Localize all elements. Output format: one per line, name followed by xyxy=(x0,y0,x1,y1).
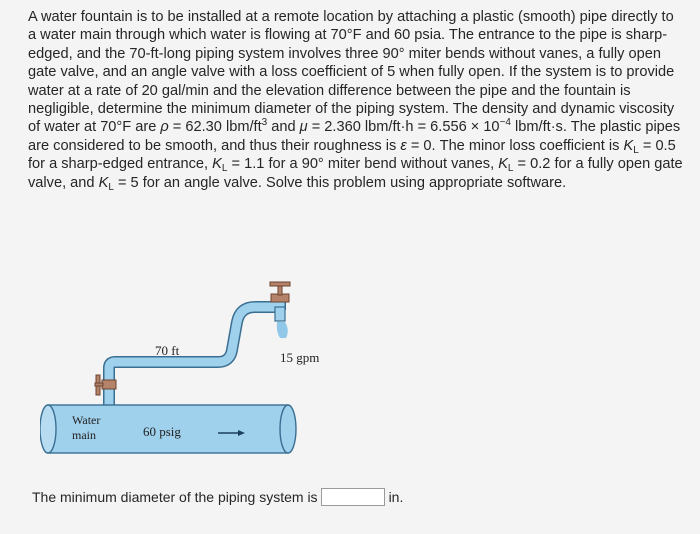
kl-subscript-2: L xyxy=(221,163,228,175)
rho-symbol: ρ xyxy=(160,119,169,136)
answer-unit: in. xyxy=(388,489,404,505)
fountain-diagram xyxy=(40,280,340,470)
kl-symbol-3: K xyxy=(498,156,508,173)
kl-value-gate-valve: = 0.2 for a fully open gate valve, and xyxy=(28,156,683,191)
problem-text-a: A water fountain is to be installed at a remote location by attaching a plastic (smooth) pipe directly to a water main through which water is flowing at 70°F and 60 psia. The entrance to the pipe is sharp-edged, and the 70-ft-long piping system involves three 90° miter bends without vanes, a fully open gate valve, and an angle valve with a loss coefficient of 5 when fully open. If the system is to provide water at a rate of 20 gal/min and the elevation difference between the pipe and the fountain is negligible, determine the minimum diameter of the piping system. The density and dynamic viscosity of water at 70°F are xyxy=(28,9,675,136)
water-main-label-2: main xyxy=(72,428,96,442)
kl-symbol-2: K xyxy=(212,156,222,173)
viscosity-exponent: −4 xyxy=(499,117,511,129)
water-main-label-1: Water xyxy=(72,413,101,427)
kl-subscript-1: L xyxy=(633,144,639,156)
density-exponent: 3 xyxy=(261,117,268,129)
roughness-value: = 0. The minor loss coefficient is xyxy=(406,137,624,154)
epsilon-symbol: ε xyxy=(400,137,407,154)
supply-pipe xyxy=(115,307,280,362)
kl-symbol-1: K xyxy=(623,137,634,154)
flow-rate-label: 15 gpm xyxy=(280,350,320,365)
answer-row xyxy=(32,488,403,506)
water-stream xyxy=(277,322,288,338)
problem-text-c: lbm/ft·s. The plastic pipes are considered to be smooth, and thus their roughness is xyxy=(28,119,681,154)
viscosity-value: = 2.360 lbm/ft·h = 6.556 × 10 xyxy=(307,119,500,136)
kl-value-angle-valve: = 5 for an angle valve. Solve this problem using appropriate software. xyxy=(113,174,567,191)
outlet-valve-icon xyxy=(270,282,290,302)
kl-subscript-4: L xyxy=(108,181,114,193)
diameter-answer-input[interactable] xyxy=(321,488,385,506)
outlet-spout xyxy=(275,307,285,321)
mu-symbol: μ xyxy=(299,119,308,136)
kl-symbol-4: K xyxy=(98,174,109,191)
problem-statement xyxy=(28,8,683,192)
answer-prompt: The minimum diameter of the piping system is xyxy=(32,489,318,505)
problem-text-b: and xyxy=(267,119,300,136)
density-value: = 62.30 lbm/ft xyxy=(168,119,262,136)
kl-subscript-3: L xyxy=(507,163,514,175)
pressure-label: 60 psig xyxy=(143,424,181,439)
kl-value-bend: = 1.1 for a 90° miter bend without vanes, xyxy=(227,156,499,173)
length-label: 70 ft xyxy=(155,343,180,358)
kl-value-entrance: = 0.5 for a sharp-edged entrance, xyxy=(28,137,676,173)
problem-text xyxy=(28,8,683,192)
